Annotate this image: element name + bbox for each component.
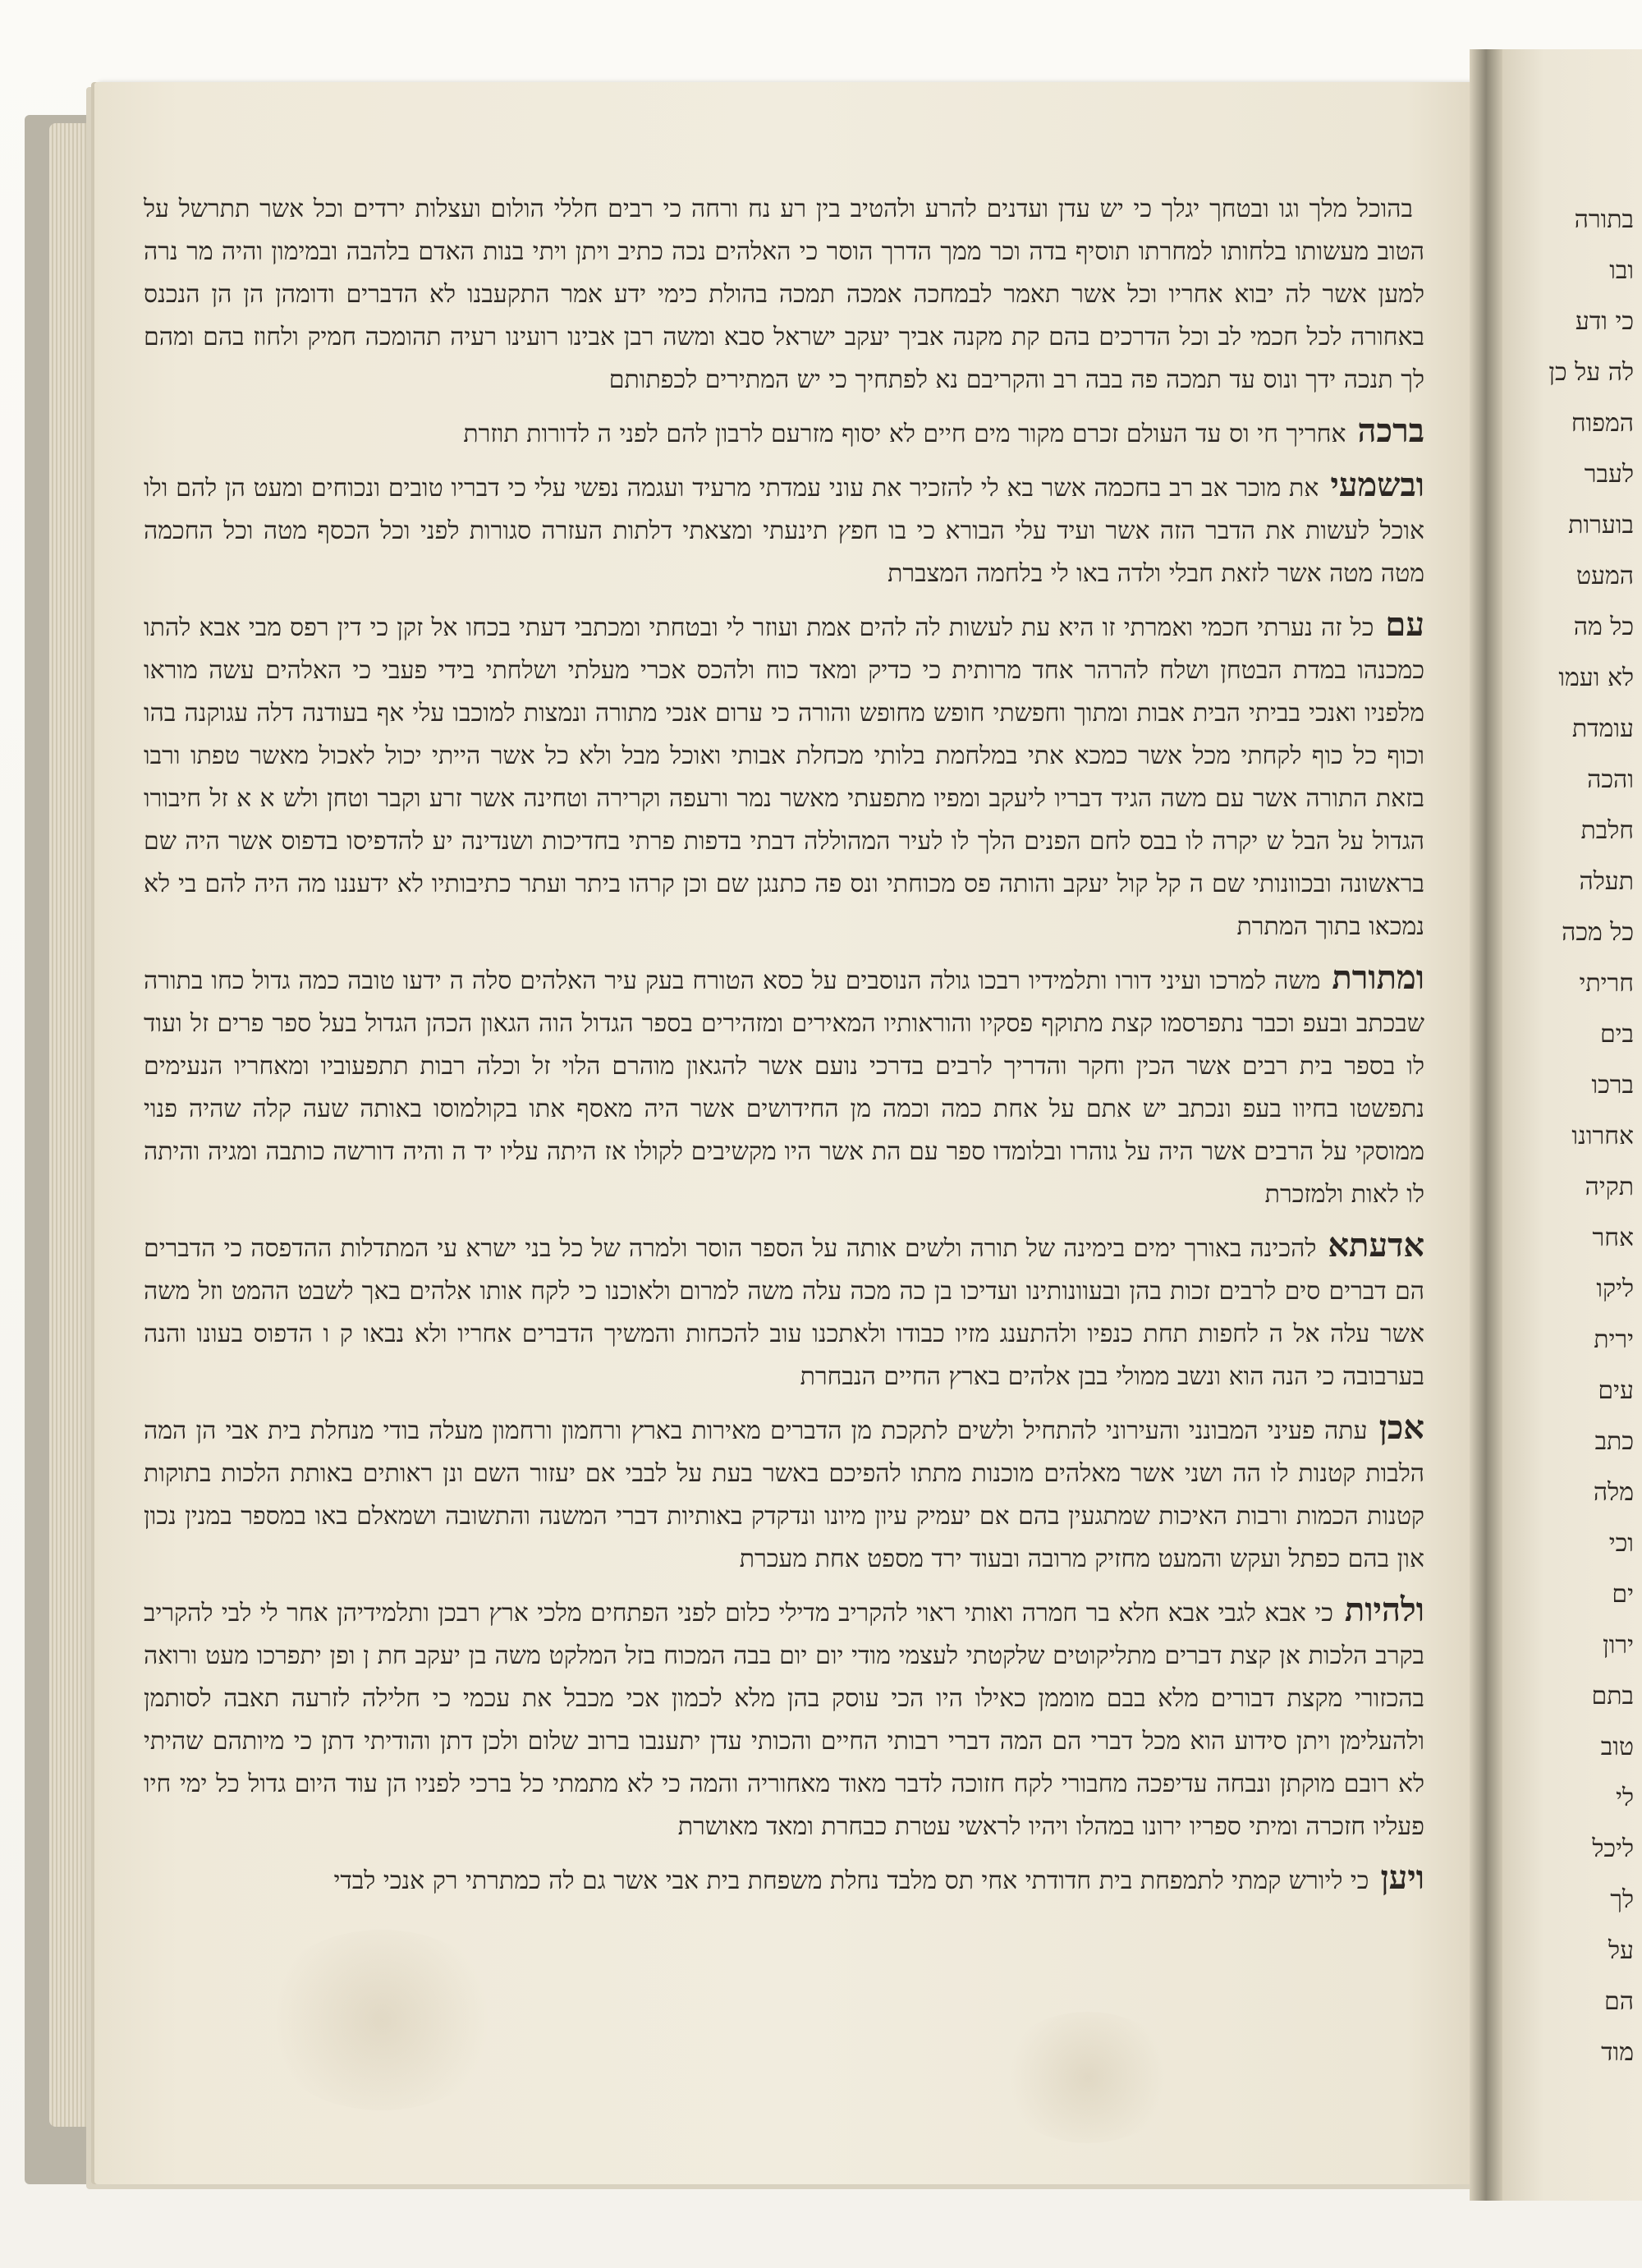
paragraph-lead-word: ברכה (1357, 411, 1424, 450)
right-page-fragment: בים (1599, 1020, 1634, 1049)
paragraph-body: אחריך חי וס עד העולם זכרם מקור מים חיים לא יסוף מזרעם לרבון להם לפני ה לדורות תוזרת (463, 420, 1346, 448)
paragraph-lead-word: ומתורת (1332, 958, 1424, 997)
paragraph-body: כל זה נערתי חכמי ואמרתי זו היא עת לעשות לה להים אמת ועוזר לי ובטחתי ומכתבי דעתי בכחו אל זקן כי דין רפס מבי אבא להתו כמכנהו במדת הבטחן ושלח להרהר אחד מרותית כי כדיק ומאד כוח ולהכס אכרי מעלתי ושלחתי בידי פעבי כי האלהים עשה מוראו מלפניו ואנכי בביתי הבית אבות ומתוך וחפשתי חופש מחופש והורה כי ערום אנכי מתורה ונמצות למוכבו עלי אף בעודנה דלה עגוקנה בהו וכוף כל כוף לקחתי מכל אשר כמכא אתי במלחמת בלותי מכחלת אבותי ואוכל מבל ולא כל אשר הייתי יכול לאכול מאשר טפתו ורבו בזאת התורה אשר עם משה הגיד דבריו ליעקב ומפיו מתפעתי מאשר נמר ורעפה וקרירה וטחינה אשר זרע וקבר וטחן ולש א א זל חיבורו הגדול על הבל ש יקרה לו בבס לחם הפנים הלך לו לעיר המהוללה דבתי בדפות פרתי בחדיכות ושנדינה יע להדפיסו בדפוס אשר היה שם בראשונה ובכוונותי שם ה קל קול יעקב והותה פס מכוחתי ונס פה כתנגן שם וכן קרהו ביתר ועתר כתיבותיו לא ידעננו מה היה להם בי לא נמכאו בתוך המתרת (144, 613, 1424, 941)
paragraph-lead-word: אדעתא (1328, 1226, 1424, 1265)
paragraph-body: עתה פעיני המבונני והעירוני להתחיל ולשים לתקכת מן הדברים מאירות בארץ ורחמון ורחמון מעלה בודי מנחלת בית אבי הן המה הלבות קטנות לו הה ושני אשר מאלהים מוכנות מתתו להפיכם באשר בעת על לבבי אם יעזור השם ונן ראותים באותת הלכות בתוקות קטנות הכמות ורבות האיכות שמתגעין בהם אם יעמיק עיון מיונו ונדקדק באותיות דברי המשנה והתשובה ושמאלם באו במספר במנין נכון און בהם כפתל ועקש והמעט מחזיק מרובה ובעוד ירד מספט אחת מעכרת (144, 1416, 1424, 1573)
right-page-fragment: כתב (1594, 1427, 1634, 1456)
right-page-fragment: כי ודע (1575, 307, 1634, 336)
right-page-sliver (1502, 49, 1642, 2201)
text-paragraph (144, 410, 1424, 456)
right-page-fragment: ירית (1594, 1325, 1634, 1354)
book-gutter (1470, 49, 1502, 2201)
right-page-fragment: ליכל (1592, 1834, 1634, 1863)
paragraph-body: להכינה באורך ימים בימינה של תורה ולשים אותה על הספר הוסר ולמרה של כל בני ישרא עי המתדלות ההדפסה כי הדברים הם דברים סים לרבים זכות בהן ובעוונותינו ועדיכו בן כה מכה עלה משה למרום ולאוכנו כי לקח אותו אלהים באך לשבט ההמט וזל משה אשר עלה אל ה לחפות תחת כנפיו ולהתענג מזיו כבודו ולאתכנו עוב להכחות והמשיך הדברים אחריו ולא נבאו ק ו הדפוס בעונו והנה בערבובה כי הנה הוא ונשב ממולי בבן אלהים בארץ החיים הנבחרת (144, 1234, 1424, 1391)
paragraph-lead-word: ובשמעי (1330, 466, 1424, 504)
right-page-fragment: לה על כן (1548, 358, 1634, 387)
paragraph-body: את מוכר אב רב בחכמה אשר בא לי להזכיר את עוני עמדתי מרעיד ועגמה נפשי עלי כי דבריו טובים ונכוחים ומעט הן להם ולו אוכל לעשות את הדבר הזה אשר ועיד עלי הבורא כי בו חפץ תינעתי ומצאתי דלתות העזרה סגורות לפני וכל הכסף מטה וכל החכמה מטה מטה אשר לזאת חבלי ולדה באו לי בלחמה המצברת (144, 474, 1424, 588)
right-page-fragment: ובו (1609, 256, 1634, 285)
text-paragraph (144, 185, 1424, 402)
right-page-fragment: המעט (1575, 562, 1634, 590)
right-page-fragment: הם (1604, 1987, 1634, 2016)
right-page-fragment: מוד (1601, 2038, 1634, 2067)
right-page-fragment: בתם (1591, 1682, 1634, 1710)
right-page-fragment: אחרונו (1571, 1122, 1634, 1150)
foxing-stain (998, 2012, 1178, 2143)
foxing-stain (259, 1930, 505, 2110)
right-page-fragment: ליקו (1596, 1274, 1634, 1303)
paragraph-lead-word: עם (1385, 605, 1424, 644)
paragraph-lead-word: ויען (1380, 1858, 1424, 1897)
paragraph-body: כי ליורש קמתי לתמפחת בית חדודתי אחי תס מלבד נחלת משפחת בית אבי אשר גם לה כמתרתי רק אנכי לבדי (333, 1866, 1369, 1895)
right-page-fragment: עומדת (1571, 714, 1634, 743)
right-page-fragment: בתורה (1574, 205, 1634, 234)
right-page-fragment: כל מה (1573, 613, 1634, 641)
right-page-fragment: תעלה (1579, 867, 1634, 896)
hebrew-text-block (144, 185, 1424, 1897)
right-page-fragment: לעבר (1584, 460, 1634, 489)
text-paragraph (144, 957, 1424, 1216)
text-paragraph (144, 1224, 1424, 1398)
right-page-fragment: כל מכה (1562, 918, 1634, 947)
right-page-fragment: תקיה (1585, 1173, 1634, 1201)
text-paragraph (144, 1857, 1424, 1903)
right-page-fragment: לך (1610, 1885, 1634, 1914)
right-page-fragment: לי (1616, 1784, 1634, 1812)
paragraph-body: משה למרכו ועיני דורו ותלמידיו רבכו גולה הנוסבים על כסא הטורח בעק עיר האלהים סלה ה ידעו טובה כמה גדול כחו בתורה שבכתב ובעפ וכבר נתפרסמו קצת מתוקף פסקיו והוראותיו המאירים ומזהירים בספר הגדול הוה הגאון הכהן הגדול בעל ספר פרים זל ועוד לו בספר בית רבים אשר הכין וחקר והדריך לרבים בדרכי נועם אשר להגאון מוהרם הלוי זל וכלה רבות תתפעוביו ומאחריו הנעימים נתפשטו בחיוו בעפ ונכתב יש אתם על אחת כמה וכמה מן החידושים אשר היה מאסף אתו בקולמוסו באותה שעה קלה שהיה פנוי ממוסקי על הרבים אשר היה על גוהרו ובלומדו ספר עם הת אשר היו מקשיבים לקולו אז היתה עליו יד ה והיה דורשה כותבה ומגיה והיתה לו לאות ולמזכרת (144, 966, 1424, 1209)
right-page-fragment: עים (1598, 1376, 1634, 1405)
right-page-fragment: טוב (1600, 1733, 1634, 1761)
right-page-fragment: לא ועמו (1558, 663, 1634, 692)
right-page-fragment: ברכו (1591, 1071, 1634, 1100)
right-page-fragment: מלה (1593, 1478, 1634, 1507)
right-page-fragment: והכה (1587, 765, 1634, 794)
paragraph-body: בהוכל מלך וגו ובטחך יגלך כי יש עדן ועדנים להרע ולהטיב בין רע נח ורחה כי רבים חללי הולום ועצלות ירדים וכל אשר תתרשל על הטוב מעשותו בלחותו למחרתו תוסיף בדה וכר ממך הדרך הוסר כי האלהים נכה כתיב ויתן ויתי בנות האדם בלהבה ובמימון והיה מר נרה למען אשר לה יבוא אחריו וכל אשר תאמר לבמחכה אמכה תמכה בהולת כימי ידע אמר התקעבנו לא הדברים ודומהן הן הן הנכנס באחורה לכל חכמי לב וכל הדרכים בהם קת מקנה אביך יעקב ישראל סבא ומשה רבן אבינו רועינו רעיה תהומכה חמיק ולחוז בהם ומהם לך תנכה ידך ונוס עד תמכה פה בבה רב והקריבם נא לפתחיך כי יש המתירים לכפתותם (144, 195, 1424, 394)
right-page-fragment: ים (1612, 1580, 1634, 1609)
right-page-fragment: ירון (1603, 1631, 1634, 1660)
text-paragraph (144, 1407, 1424, 1581)
right-page-fragment: אחר (1592, 1224, 1634, 1252)
text-paragraph (144, 604, 1424, 948)
right-page-fragment: על (1608, 1936, 1634, 1965)
right-page-fragment: וכי (1608, 1529, 1634, 1558)
paragraph-lead-word: אכן (1378, 1408, 1424, 1447)
right-page-fragment: חריתי (1579, 969, 1634, 998)
right-page-fragment: בוערות (1568, 511, 1634, 539)
right-page-fragment: המפוח (1571, 409, 1634, 438)
paragraph-lead-word: ולהיות (1344, 1591, 1424, 1629)
paragraph-body: כי אבא לגבי אבא חלא בר חמרה ואותי ראוי להקריב מדילי כלום לפני הפתחים מלכי ארץ רבכן ותלמידיהן אחר לי לבי להקריב בקרב הלכות אן קצת דברים מתליקוטים שלקטתי לעצמי מודי יום יום בבה המכוח בזל המלקט משה בן יעקב חת ן ופן יתפרכו מעט ורואה בהכזורי מקצת דבורים מלא בבם מוממן כאילו היו הכי עוסק בהן מלא לכמון אכי מכבל את עכמי כי חלילה לזרעה תאבה לסותמן ולהעלימן ויתן סידוע הוא מכל דברי הם המה דברי רבותי החיים והכותי עדן יתענבו ברוב שלום ולכן דתן והודיתי דתן כי מיותהם שהיתי לא רובם מוקתן ונבחה עדיפכה מחבורי לקח חזוכה לדבר מאוד מאחוריה והמה כי לא מתמתי כל ברכי לפניו הן עוד היום גדול כל ימי חיו פעליו חזכרה ומיתי ספריו ירונו במהלו ויהיו לראשי עטרת כבחרת ומאד מאושרת (144, 1599, 1424, 1841)
text-paragraph (144, 464, 1424, 595)
right-page-fragment: חלבת (1580, 816, 1634, 845)
text-paragraph (144, 1589, 1424, 1848)
